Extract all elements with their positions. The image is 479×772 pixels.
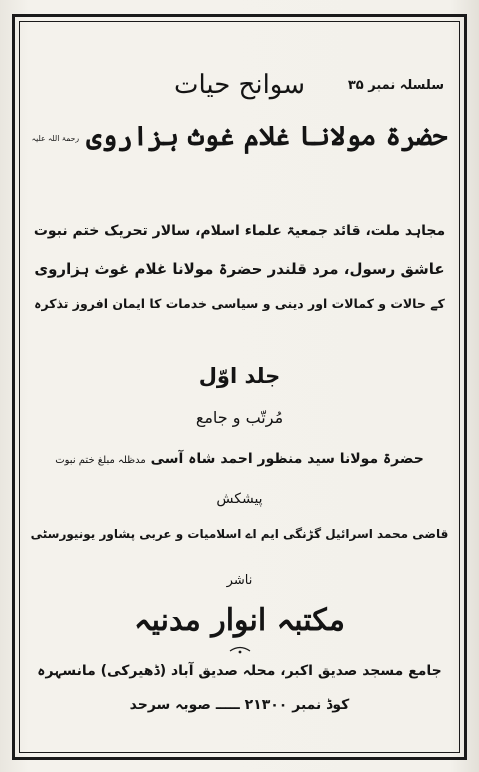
compiler-rank: مدظلہ مبلغ ختم نبوت [55, 455, 146, 466]
compiler-name: حضرۃ مولانا سید منظور احمد شاہ آسی [150, 451, 424, 467]
main-title-row [30, 121, 449, 152]
volume-label: جلد اوّل [198, 364, 281, 388]
presented-heading: پیشکش [216, 491, 263, 507]
publisher-address-2: کوڈ نمبر ۲۱۳۰۰ ـــــ صوبہ سرحد [129, 697, 350, 713]
description-line-2: عاشق رسول، مرد قلندر حضرۃ مولانا غلام غوث ہزاروی [34, 260, 445, 278]
subtitle-sawaneh: سوانح حیات [173, 70, 306, 100]
title-page-content [30, 50, 449, 740]
compiler-heading: مُرتّب و جامع [195, 408, 284, 427]
main-title: حضرۃ مولانا غلام غوث ہزاروی [86, 121, 448, 152]
publisher-address-1: جامع مسجد صدیق اکبر، محلہ صدیق آباد (ڈھیرکی) مانسہرہ [37, 663, 442, 679]
publisher-name: مکتبہ انوار مدنیہ [133, 603, 345, 638]
presenter-name: قاضی محمد اسرائیل گڑنگی ایم اے اسلامیات و عربی پشاور یونیورسٹی [30, 527, 449, 541]
publisher-heading: ناشر [226, 573, 253, 588]
ornament-icon [228, 646, 252, 656]
honorific: رحمۃ اللہ علیہ [31, 133, 80, 143]
description-line-1: مجاہد ملت، قائد جمعیۃ علماء اسلام، سالار تحریک ختم نبوت [33, 223, 446, 239]
compiler-name-row [30, 452, 449, 466]
description-line-3: کے حالات و کمالات اور دینی و سیاسی خدمات کا ایمان افروز تذکرہ [34, 296, 445, 311]
series-number: سلسلہ نمبر ۳۵ [347, 78, 444, 93]
